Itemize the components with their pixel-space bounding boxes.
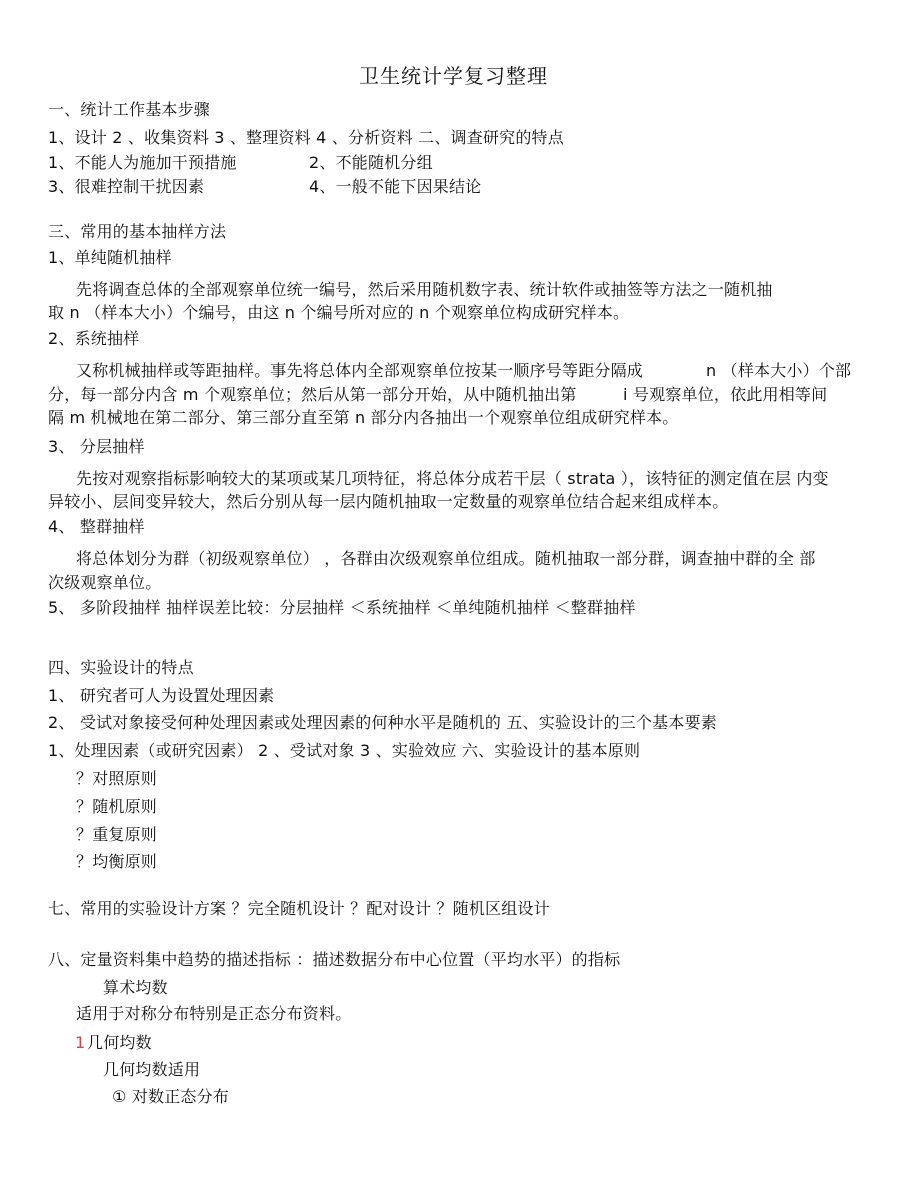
sampling-method-1-text: 取 n （样本大小）个编号，由这 n 个编号所对应的 n 个观察单位构成研究样本。 bbox=[48, 303, 630, 322]
sampling-method-2-text: n （样本大小）个部 bbox=[706, 361, 852, 380]
geometric-mean-number: 1 bbox=[75, 1033, 86, 1052]
survey-feature-2: 2、不能随机分组 bbox=[309, 153, 433, 172]
geometric-mean-item: ① 对数正态分布 bbox=[112, 1087, 230, 1106]
principle-item: ？随机原则 bbox=[76, 797, 158, 816]
section-8-heading: 八、定量资料集中趋势的描述指标 ：描述数据分布中心位置（平均水平）的指标 bbox=[48, 950, 621, 969]
survey-feature-1: 1、不能人为施加干预措施 bbox=[48, 153, 237, 172]
sampling-method-4-title: 4、 整群抽样 bbox=[48, 517, 145, 536]
principle-item: ？重复原则 bbox=[76, 825, 158, 844]
section-3-heading: 三、常用的基本抽样方法 bbox=[48, 222, 227, 241]
sampling-method-3-text: 异较小、层间变异较大，然后分别从每一层内随机抽取一定数量的观察单位结合起来组成样本。 bbox=[48, 492, 729, 511]
sampling-method-2-text: 又称机械抽样或等距抽样。事先将总体内全部观察单位按某一顺序号等距分隔成 bbox=[76, 361, 644, 380]
principle-item: ？对照原则 bbox=[76, 769, 158, 788]
design-elements-line: 1、处理因素（或研究因素） 2 、受试对象 3 、实验效应 六、实验设计的基本原则 bbox=[48, 741, 641, 760]
sampling-method-1-title: 1、单纯随机抽样 bbox=[48, 248, 172, 267]
experiment-feature-1: 1、 研究者可人为设置处理因素 bbox=[48, 686, 275, 705]
survey-feature-4: 4、一般不能下因果结论 bbox=[309, 177, 482, 196]
sampling-method-5-line: 5、 多阶段抽样 抽样误差比较：分层抽样 ＜系统抽样 ＜单纯随机抽样 ＜整群抽样 bbox=[48, 598, 636, 617]
arithmetic-mean-title: 算术均数 bbox=[103, 978, 168, 997]
geometric-mean-apply: 几何均数适用 bbox=[103, 1060, 201, 1079]
sampling-method-3-text: 先按对观察指标影响较大的某项或某几项特征，将总体分成若干层（ strata ），该特征的测定值在层 内变 bbox=[76, 469, 829, 488]
section-4-heading: 四、实验设计的特点 bbox=[48, 658, 194, 677]
geometric-mean-title: 几何均数 bbox=[87, 1033, 152, 1052]
arithmetic-mean-desc: 适用于对称分布特别是正态分布资料。 bbox=[76, 1004, 352, 1023]
page-title: 卫生统计学复习整理 bbox=[359, 64, 548, 88]
sampling-method-4-text: 次级观察单位。 bbox=[48, 573, 162, 592]
section-1-steps: 1、设计 2 、收集资料 3 、整理资料 4 、分析资料 二、调查研究的特点 bbox=[48, 128, 564, 147]
sampling-method-2-title: 2、系统抽样 bbox=[48, 329, 140, 348]
survey-feature-3: 3、很难控制干扰因素 bbox=[48, 177, 205, 196]
sampling-method-3-title: 3、 分层抽样 bbox=[48, 437, 145, 456]
sampling-method-2-text: i 号观察单位，依此用相等间 bbox=[623, 385, 828, 404]
section-7-line: 七、常用的实验设计方案 ？完全随机设计 ？配对设计 ？随机区组设计 bbox=[48, 899, 550, 918]
experiment-feature-2: 2、 受试对象接受何种处理因素或处理因素的何种水平是随机的 五、实验设计的三个基本要素 bbox=[48, 713, 717, 732]
sampling-method-4-text: 将总体划分为群（初级观察单位） ，各群由次级观察单位组成。随机抽取一部分群，调查抽中群的全 部 bbox=[76, 549, 816, 568]
sampling-method-2-text: 分，每一部分内含 m 个观察单位；然后从第一部分开始，从中随机抽出第 bbox=[48, 385, 577, 404]
section-1-heading: 一、统计工作基本步骤 bbox=[48, 100, 211, 119]
sampling-method-2-text: 隔 m 机械地在第二部分、第三部分直至第 n 部分内各抽出一个观察单位组成研究样本。 bbox=[48, 408, 679, 427]
sampling-method-1-text: 先将调查总体的全部观察单位统一编号，然后采用随机数字表、统计软件或抽签等方法之一随机抽 bbox=[76, 280, 773, 299]
principle-item: ？均衡原则 bbox=[76, 852, 158, 871]
